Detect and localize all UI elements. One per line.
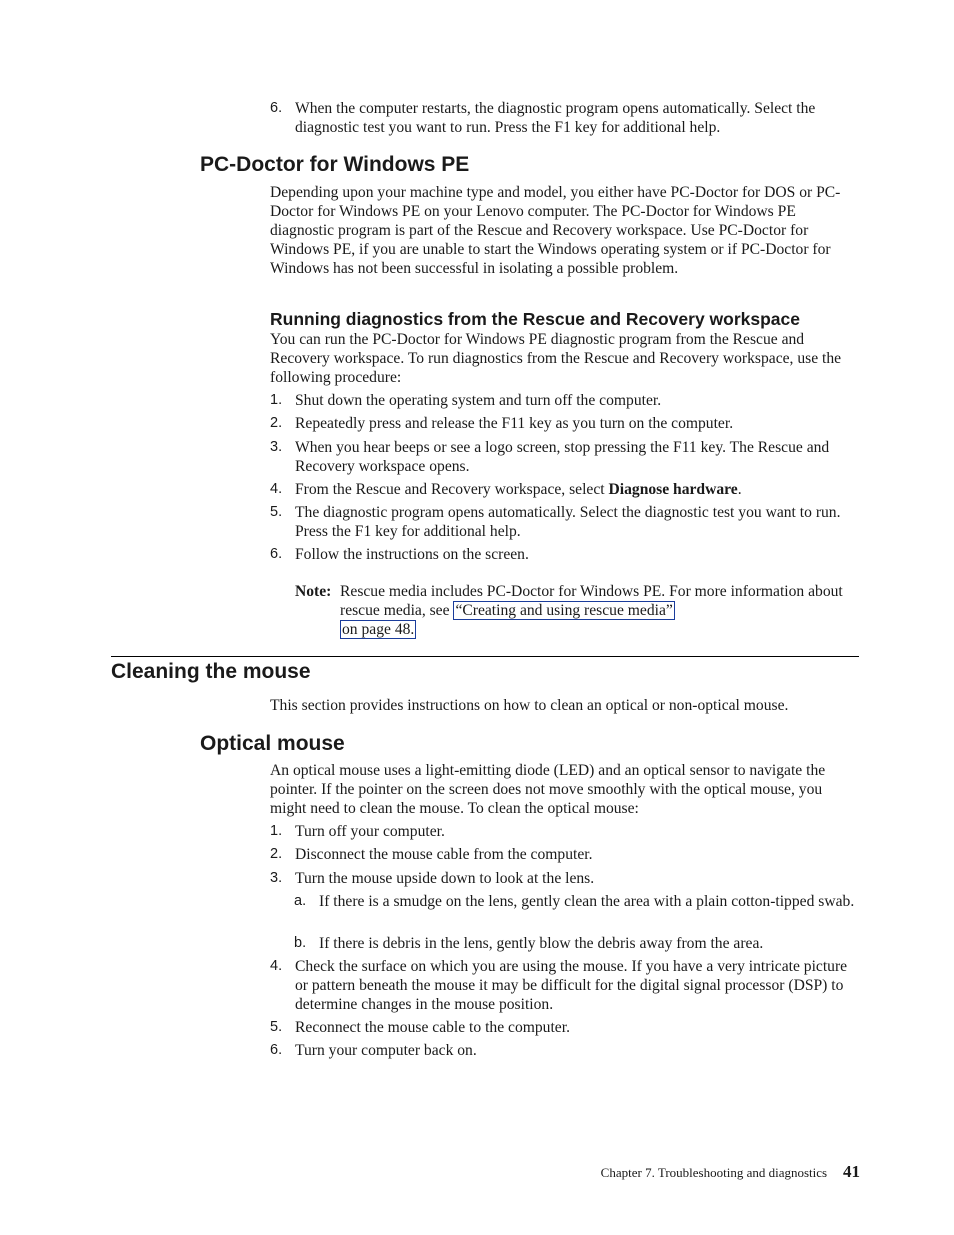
subsection-heading-running-diagnostics: Running diagnostics from the Rescue and Recovery workspace <box>270 309 800 329</box>
list-number: 2. <box>270 846 283 862</box>
note-text <box>340 582 860 639</box>
section-divider <box>111 656 859 657</box>
list-number: 6. <box>270 546 283 562</box>
list-text: Shut down the operating system and turn off the computer. <box>295 392 662 409</box>
list-text: Follow the instructions on the screen. <box>295 546 529 563</box>
list-number: 4. <box>270 481 283 497</box>
list-number: 2. <box>270 415 283 431</box>
list-text: When the computer restarts, the diagnostic program opens automatically. Select the diagnostic test you want to run. Press the F1 key for additional help. <box>295 100 816 136</box>
list-number: 3. <box>270 870 283 886</box>
list-number: 5. <box>270 1019 283 1035</box>
list-text: The diagnostic program opens automatically. Select the diagnostic test you want to run. Press the F1 key for additional help. <box>295 504 841 540</box>
note-label: Note: <box>295 583 332 600</box>
footer-chapter: Chapter 7. Troubleshooting and diagnostics <box>600 1165 828 1180</box>
list-text: Repeatedly press and release the F11 key as you turn on the computer. <box>295 415 734 432</box>
section-heading-cleaning-mouse: Cleaning the mouse <box>111 660 311 683</box>
list-text: Turn off your computer. <box>295 823 445 840</box>
list-letter: a. <box>294 893 307 909</box>
list-number: 4. <box>270 958 283 974</box>
note-body: Rescue media includes PC-Doctor for Windows PE. For more information about rescue media, see <box>340 583 843 619</box>
diagnose-hardware-label: Diagnose hardware <box>608 481 738 498</box>
section-paragraph: This section provides instructions on how to clean an optical or non-optical mouse. <box>270 697 789 714</box>
list-number: 3. <box>270 439 283 455</box>
list-number: 6. <box>270 100 283 116</box>
rescue-media-link[interactable]: “Creating and using rescue media” <box>455 602 673 619</box>
subsection-heading-optical-mouse: Optical mouse <box>200 732 345 755</box>
list-text: Check the surface on which you are using the mouse. If you have a very intricate picture or pattern beneath the mouse it may be difficult for the digital signal processor (DSP) to determine changes in the mouse position. <box>295 958 848 1013</box>
list-number: 1. <box>270 392 283 408</box>
list-text: If there is debris in the lens, gently blow the debris away from the area. <box>319 935 764 952</box>
list-text: When you hear beeps or see a logo screen, stop pressing the F11 key. The Rescue and Recovery workspace opens. <box>295 439 830 475</box>
list-text: Turn your computer back on. <box>295 1042 477 1059</box>
subsection-paragraph: An optical mouse uses a light-emitting diode (LED) and an optical sensor to navigate the pointer. If the pointer on the screen does not move smoothly with the optical mouse, you might need to clean the mouse. To clean the optical mouse: <box>270 762 826 817</box>
list-text: Reconnect the mouse cable to the computer. <box>295 1019 570 1036</box>
page-number: 41 <box>843 1162 860 1181</box>
list-number: 5. <box>270 504 283 520</box>
list-text: Disconnect the mouse cable from the computer. <box>295 846 593 863</box>
list-text: If there is a smudge on the lens, gently clean the area with a plain cotton-tipped swab. <box>319 893 855 910</box>
page-footer <box>500 1162 860 1182</box>
list-text-after: . <box>737 481 742 498</box>
list-text: Turn the mouse upside down to look at the lens. <box>295 870 595 887</box>
section-paragraph: Depending upon your machine type and model, you either have PC-Doctor for DOS or PC-Doctor for Windows PE on your Lenovo computer. The PC-Doctor for Windows PE diagnostic program is part of the Rescue and Recovery workspace. Use PC-Doctor for Windows PE, if you are unable to start the Windows operating system or if PC-Doctor for Windows has not been successful in isolating a possible problem. <box>270 184 841 277</box>
list-letter: b. <box>294 935 307 951</box>
list-text-before: From the Rescue and Recovery workspace, select <box>295 481 609 498</box>
subsection-paragraph: You can run the PC-Doctor for Windows PE diagnostic program from the Rescue and Recovery workspace. To run diagnostics from the Rescue and Recovery workspace, use the following procedure: <box>270 331 842 386</box>
section-heading-pc-doctor: PC-Doctor for Windows PE <box>200 153 470 176</box>
list-text <box>295 480 860 499</box>
list-number: 1. <box>270 823 283 839</box>
rescue-media-link-page[interactable]: on page 48. <box>342 621 415 638</box>
list-number: 6. <box>270 1042 283 1058</box>
